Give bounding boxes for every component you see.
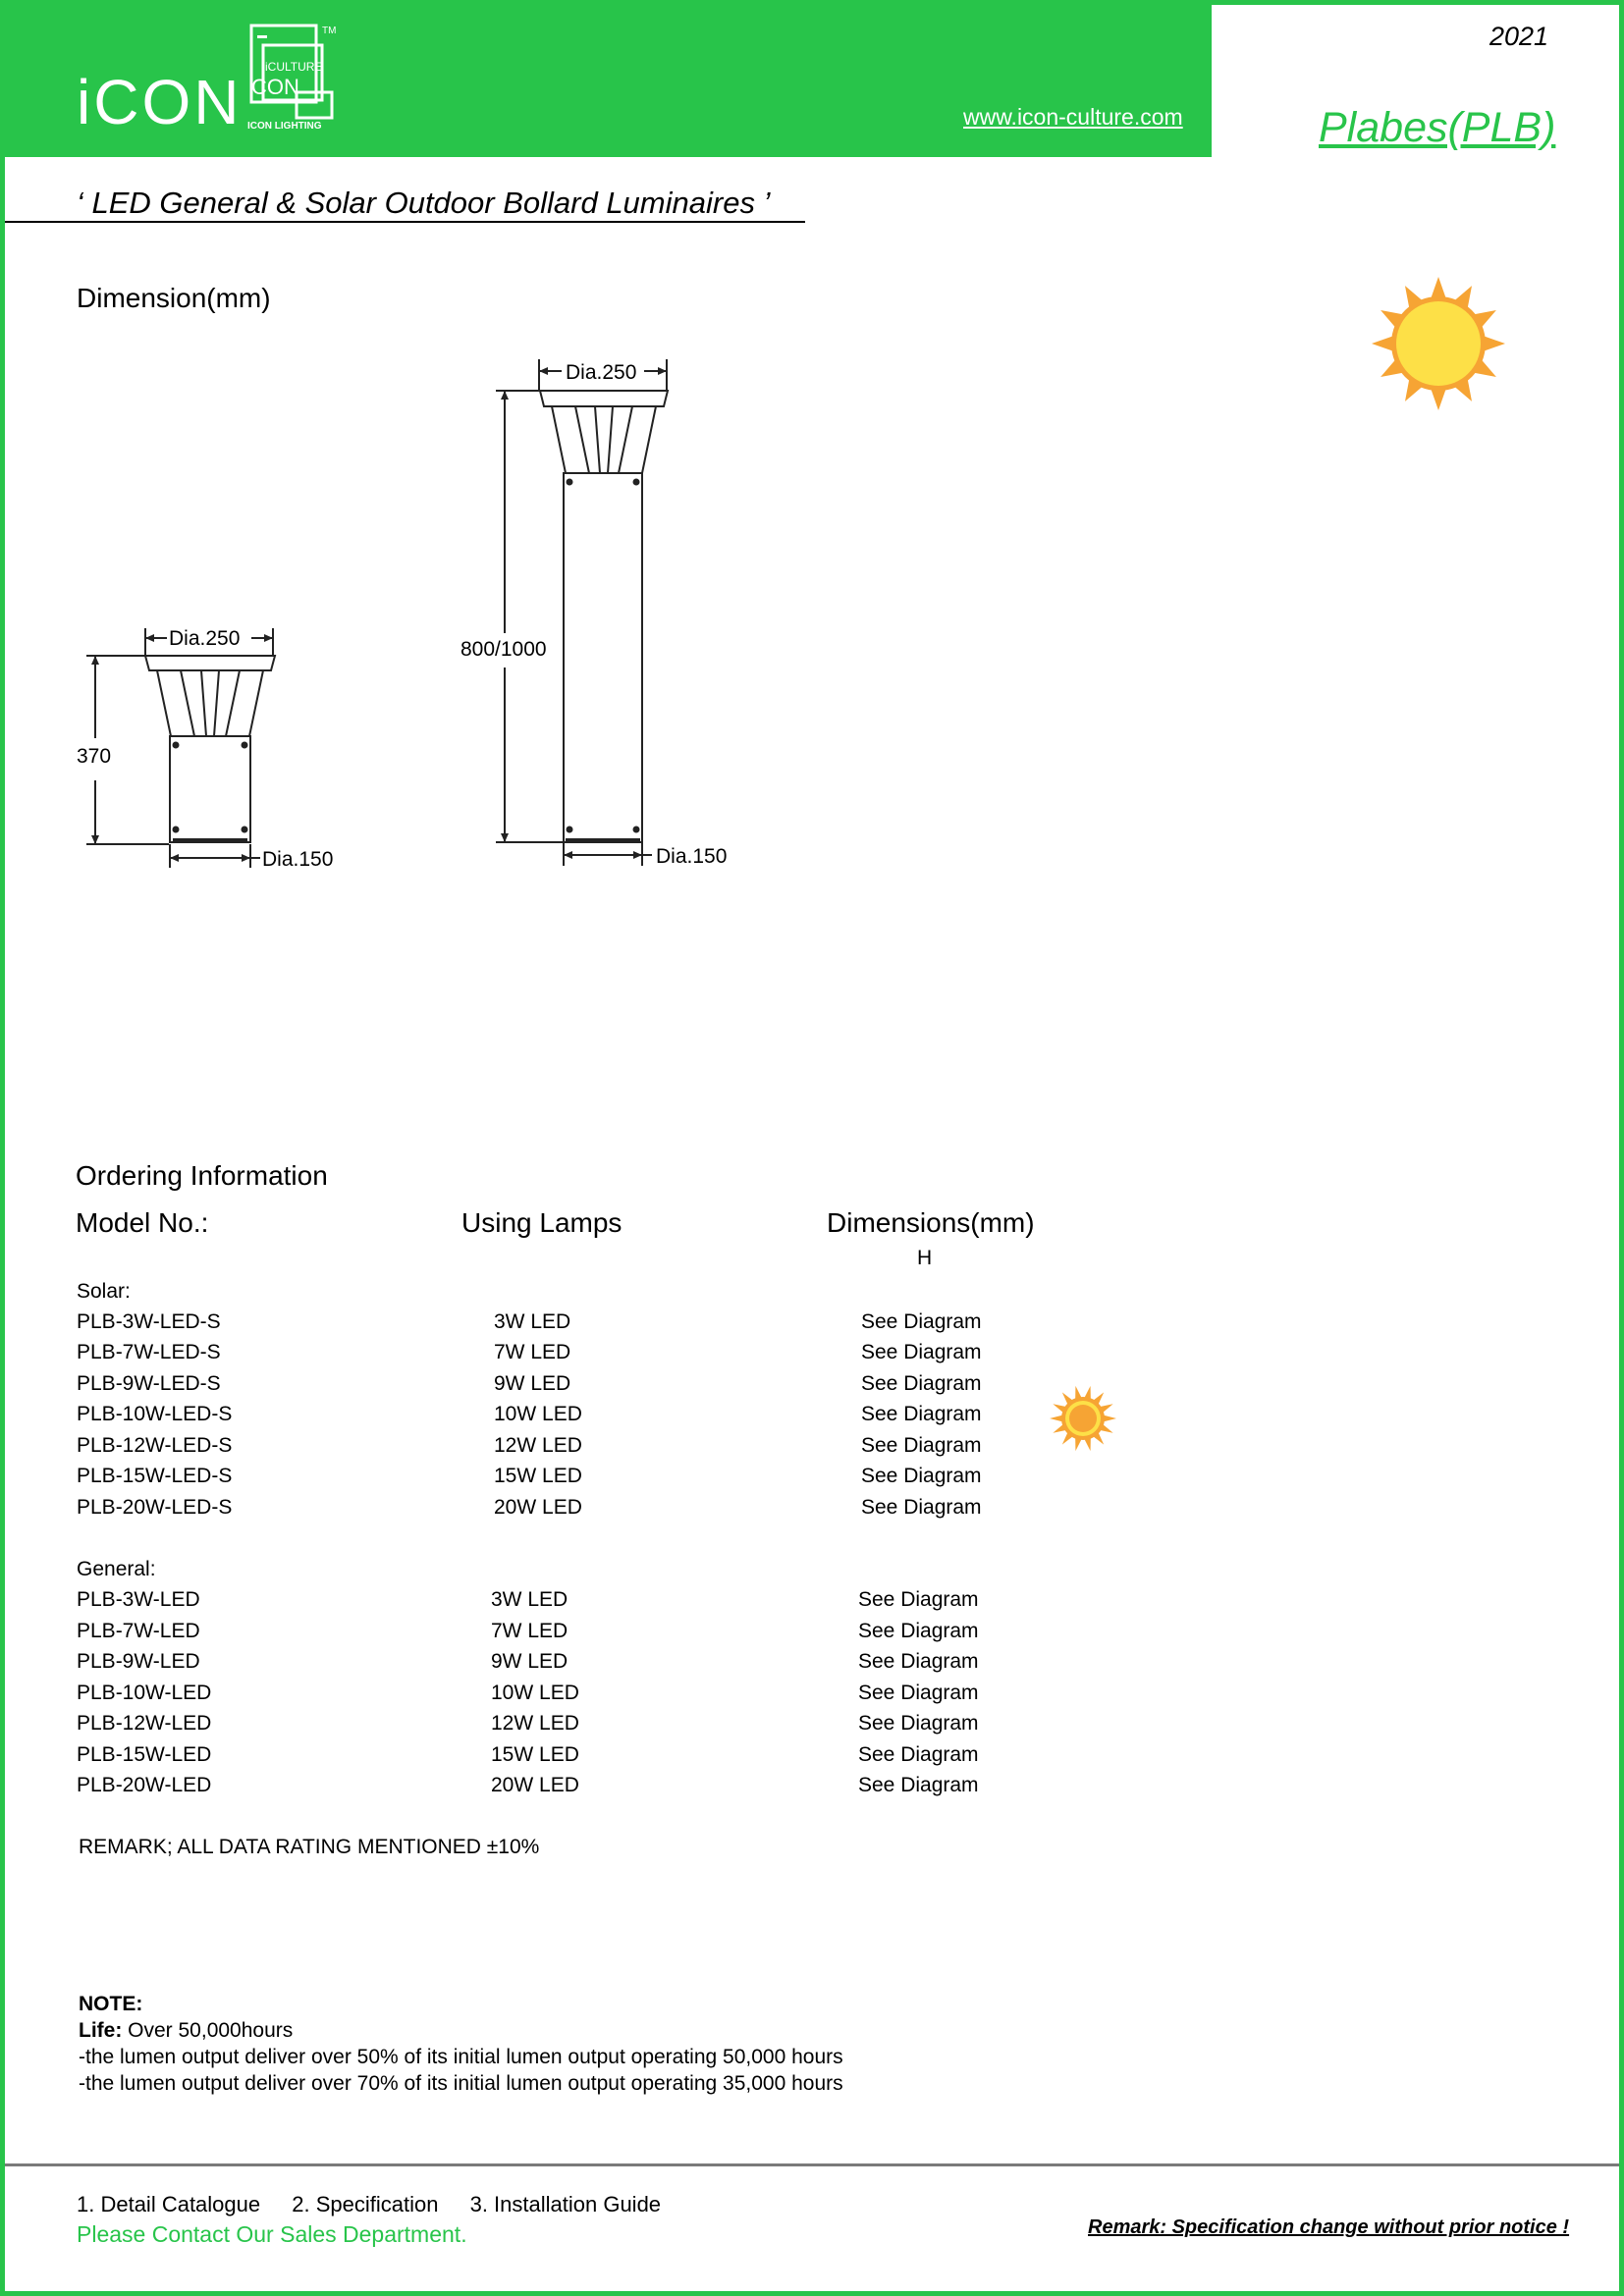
general-dimension: See Diagram (858, 1650, 979, 1673)
note-heading: NOTE: (79, 1993, 143, 2015)
solar-lamp: 15W LED (494, 1465, 582, 1487)
general-lamp: 10W LED (491, 1682, 579, 1704)
short-height-label: 370 (77, 745, 112, 768)
dimension-heading: Dimension(mm) (77, 283, 271, 313)
solar-dimension: See Diagram (861, 1310, 982, 1333)
tall-height-label: 800/1000 (460, 638, 547, 661)
solar-lamp: 3W LED (494, 1310, 571, 1333)
general-lamp: 7W LED (491, 1620, 568, 1642)
general-dimension: See Diagram (858, 1620, 979, 1642)
solar-dimension: See Diagram (861, 1496, 982, 1519)
solar-lamp: 10W LED (494, 1403, 582, 1425)
general-lamp: 9W LED (491, 1650, 568, 1673)
solar-model: PLB-3W-LED-S (77, 1310, 221, 1333)
dimensions-subheader-h: H (917, 1247, 933, 1269)
contact-sales-text: Please Contact Our Sales Department. (77, 2221, 467, 2247)
general-model: PLB-7W-LED (77, 1620, 200, 1642)
tall-top-dia-label: Dia.250 (566, 361, 637, 384)
general-model: PLB-20W-LED (77, 1774, 212, 1796)
solar-lamp: 7W LED (494, 1341, 571, 1363)
logo-text-middle: CON (251, 75, 299, 99)
general-dimension: See Diagram (858, 1712, 979, 1735)
life-value: Over 50,000hours (122, 2019, 294, 2042)
solar-dimension: See Diagram (861, 1341, 982, 1363)
general-lamp: 15W LED (491, 1743, 579, 1766)
logo-text-bottom: ICON LIGHTING (247, 121, 322, 132)
general-lamp: 12W LED (491, 1712, 579, 1735)
tall-base-dia-label: Dia.150 (656, 845, 728, 868)
footer-links (77, 2192, 686, 2217)
lamps-column-header: Using Lamps (461, 1207, 623, 1238)
model-column-header: Model No.: (76, 1207, 209, 1238)
detail-catalogue-link[interactable]: 1. Detail Catalogue (77, 2192, 261, 2216)
solar-dimension: See Diagram (861, 1403, 982, 1425)
data-rating-remark: REMARK; ALL DATA RATING MENTIONED ±10% (79, 1836, 540, 1858)
solar-dimension: See Diagram (861, 1434, 982, 1457)
general-model: PLB-15W-LED (77, 1743, 212, 1766)
logo-trademark: TM (322, 26, 337, 36)
year-label: 2021 (1489, 22, 1549, 51)
solar-group-label: Solar: (77, 1280, 131, 1303)
logo-text-top: iCULTURE (265, 60, 323, 74)
general-dimension: See Diagram (858, 1588, 979, 1611)
ordering-heading: Ordering Information (76, 1160, 328, 1191)
document-title: ‘ LED General & Solar Outdoor Bollard Luminaires ’ (77, 186, 771, 220)
installation-guide-link[interactable]: 3. Installation Guide (469, 2192, 662, 2216)
solar-model: PLB-20W-LED-S (77, 1496, 233, 1519)
product-code-title: Plabes(PLB) (1319, 104, 1556, 151)
footer-divider (5, 2163, 1619, 2166)
lumen-note-2: -the lumen output deliver over 70% of its initial lumen output operating 35,000 hours (79, 2072, 843, 2095)
solar-model: PLB-7W-LED-S (77, 1341, 221, 1363)
solar-model: PLB-12W-LED-S (77, 1434, 233, 1457)
general-dimension: See Diagram (858, 1743, 979, 1766)
general-lamp: 20W LED (491, 1774, 579, 1796)
general-group-label: General: (77, 1558, 156, 1580)
general-model: PLB-10W-LED (77, 1682, 212, 1704)
general-model: PLB-12W-LED (77, 1712, 212, 1735)
general-dimension: See Diagram (858, 1682, 979, 1704)
sun-icon (1370, 275, 1507, 412)
dimensions-column-header: Dimensions(mm) (827, 1207, 1035, 1238)
solar-model: PLB-9W-LED-S (77, 1372, 221, 1395)
general-model: PLB-9W-LED (77, 1650, 200, 1673)
solar-model: PLB-10W-LED-S (77, 1403, 233, 1425)
specification-remark: Remark: Specification change without prior notice ! (1088, 2216, 1570, 2238)
general-dimension: See Diagram (858, 1774, 979, 1796)
title-underline (5, 221, 805, 223)
short-top-dia-label: Dia.250 (169, 627, 241, 650)
solar-lamp: 9W LED (494, 1372, 571, 1395)
general-model: PLB-3W-LED (77, 1588, 200, 1611)
lumen-note-1: -the lumen output deliver over 50% of its initial lumen output operating 50,000 hours (79, 2046, 843, 2068)
general-lamp: 3W LED (491, 1588, 568, 1611)
solar-dimension: See Diagram (861, 1372, 982, 1395)
short-base-dia-label: Dia.150 (262, 848, 334, 871)
life-line (79, 2019, 293, 2043)
life-label: Life: (79, 2019, 123, 2042)
brand-wordmark: iCON (77, 67, 243, 137)
sun-icon (1049, 1384, 1117, 1453)
specification-link[interactable]: 2. Specification (292, 2192, 439, 2216)
solar-model: PLB-15W-LED-S (77, 1465, 233, 1487)
solar-lamp: 20W LED (494, 1496, 582, 1519)
icon-culture-logo (245, 22, 344, 132)
solar-dimension: See Diagram (861, 1465, 982, 1487)
website-link[interactable]: www.icon-culture.com (963, 104, 1183, 130)
solar-lamp: 12W LED (494, 1434, 582, 1457)
